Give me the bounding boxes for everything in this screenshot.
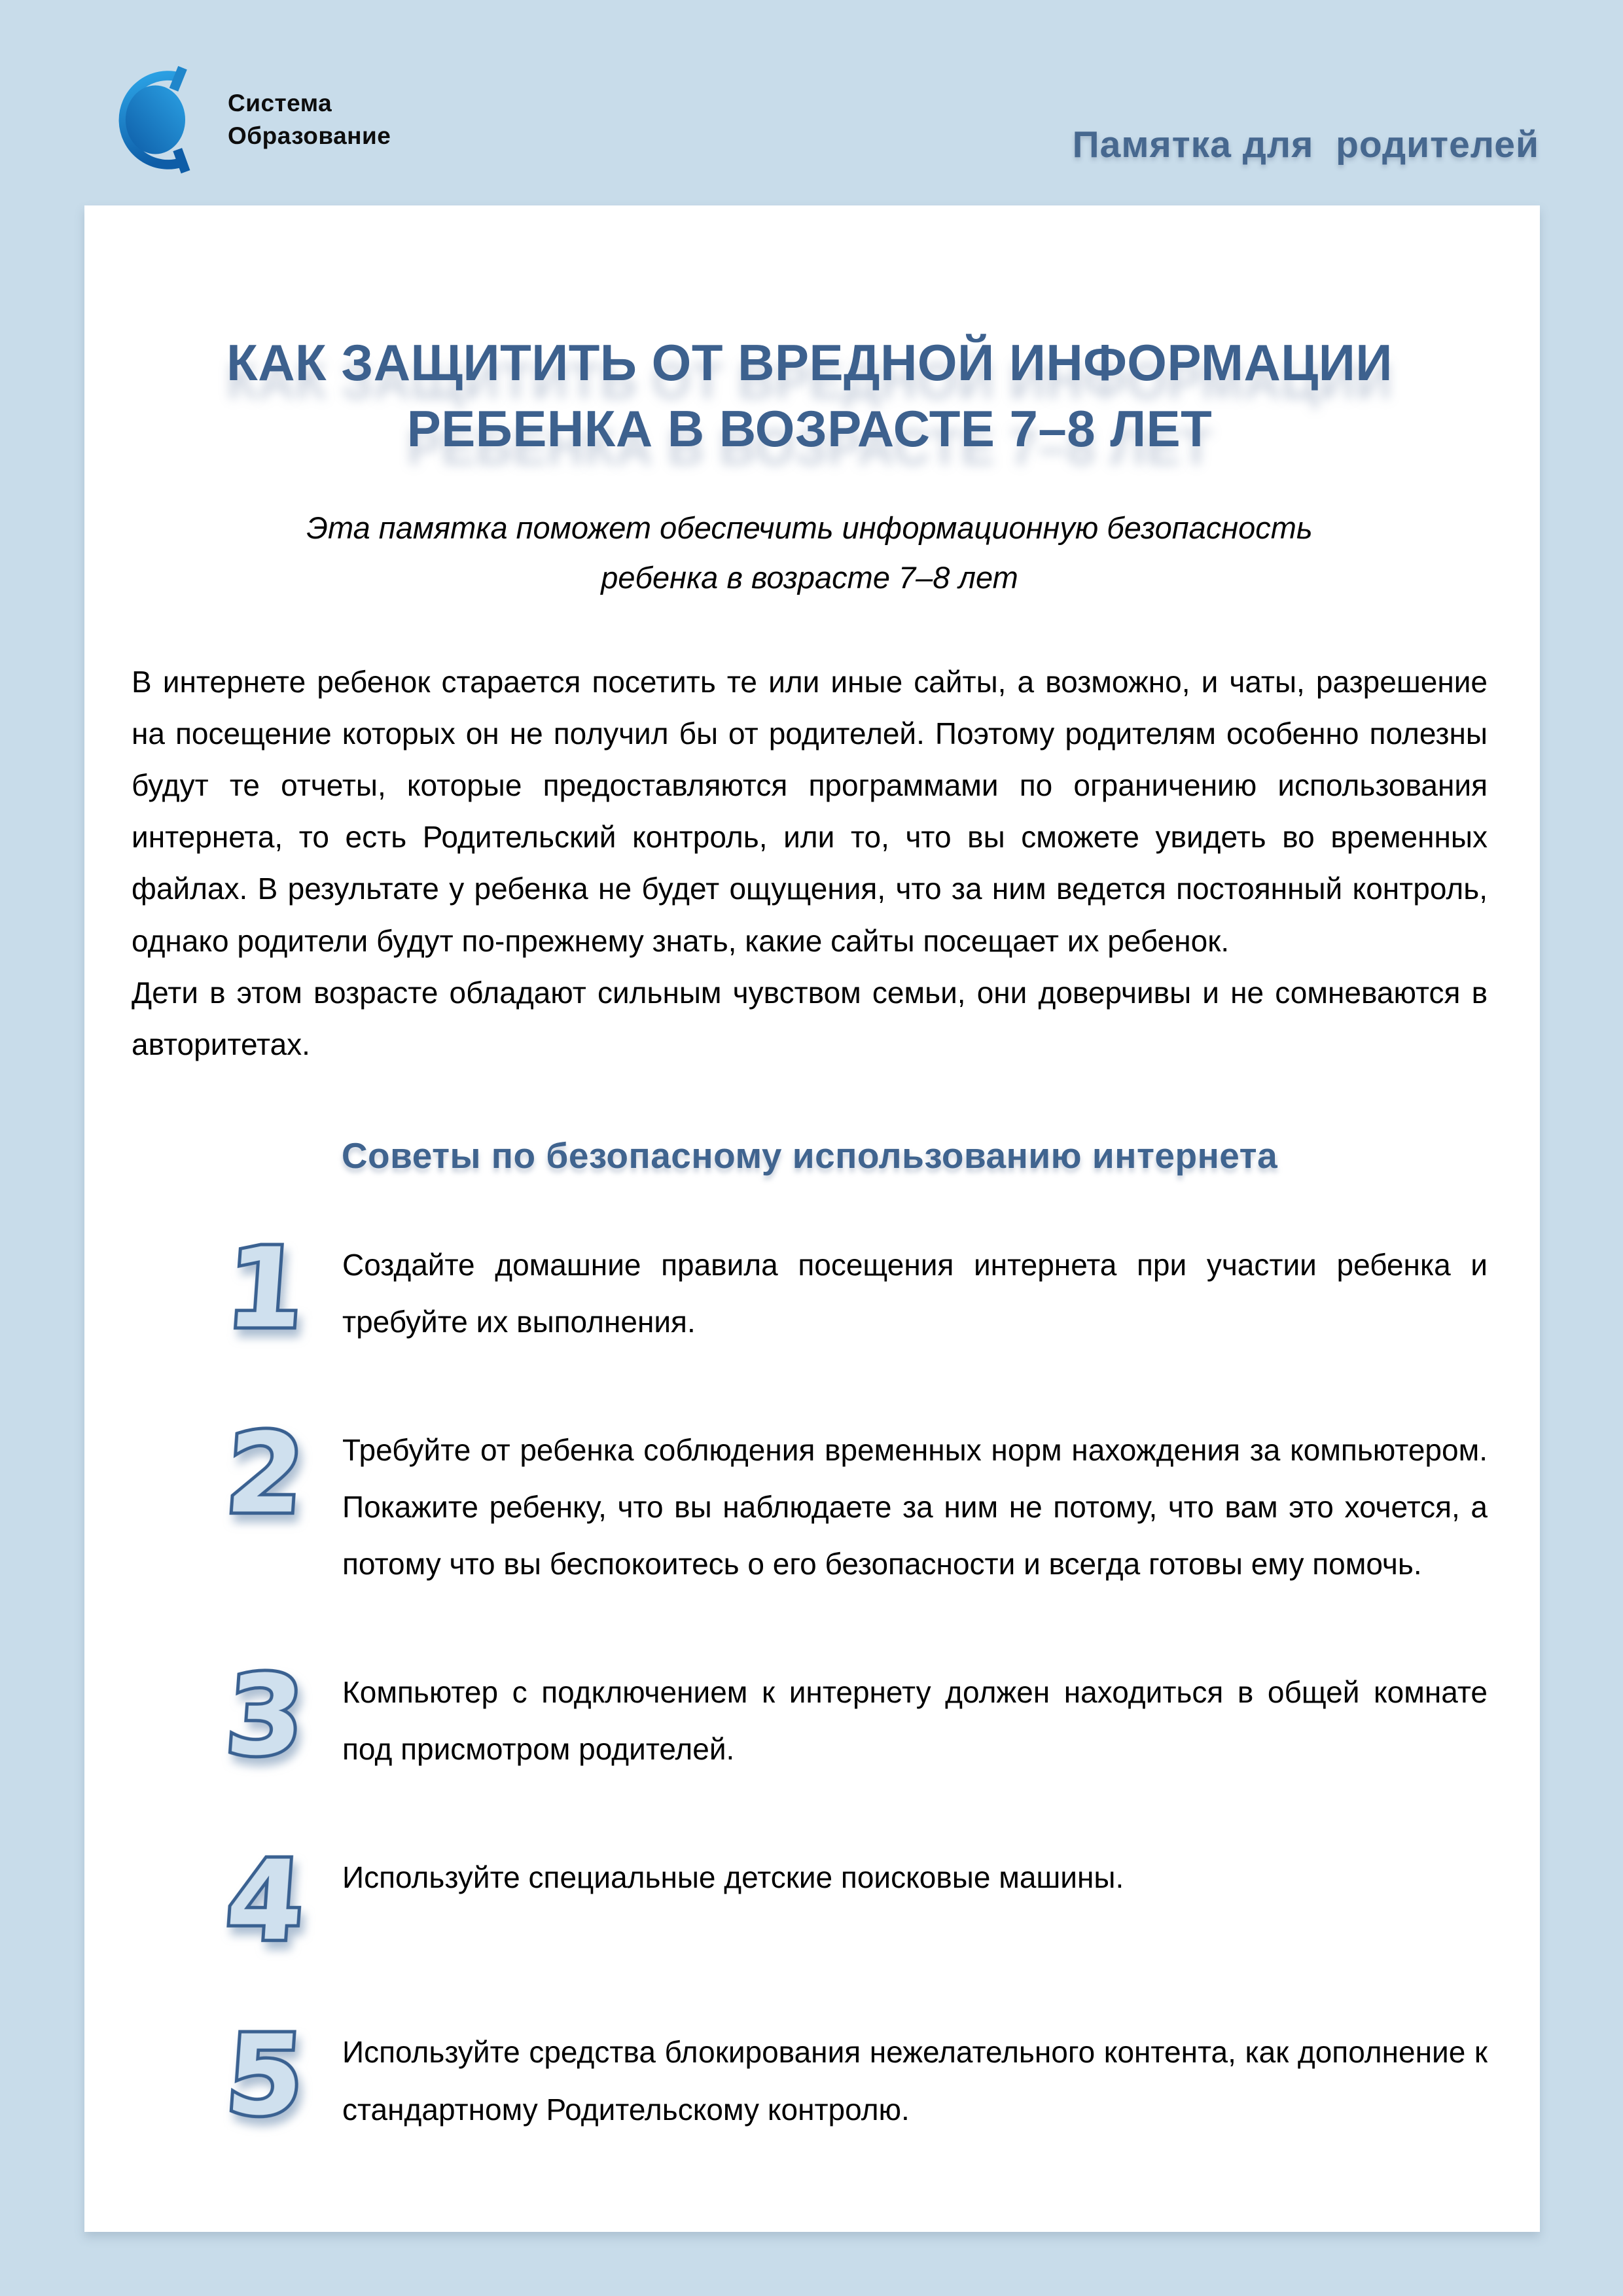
page-title [132,330,1488,463]
subtitle-line1: Эта памятка поможет обеспечить информационную безопасность [306,510,1313,545]
list-item [215,1651,1488,1780]
paragraph-1: В интернете ребенок старается посетить те или иные сайты, а возможно, и чаты, разрешение на посещение которых он не получил бы от родителей. Поэтому родителям особенно полезны будут те отчеты, которые предоставляются программами по ограничению использования интернета, то есть Родительский контроль, или то, что вы сможете увидеть во временных файлах. В результате у ребенка не будет ощущения, что за ним ведется постоянный контроль, однако родители будут по-прежнему знать, какие сайты посещает их ребенок. [132,665,1488,958]
tip-text-5: Используйте средства блокирования нежелательного контента, как дополнение к стандартному Родительскому контролю. [342,2035,1488,2127]
header-badge: Памятка для родителей [1072,124,1539,166]
list-item [215,2011,1488,2140]
subtitle-line2: ребенка в возрасте 7–8 лет [601,559,1018,595]
tips-list [132,1224,1488,2140]
section-heading: Советы по безопасному использованию интернета [341,1135,1278,1176]
page-title-line2: РЕБЕНКА В ВОЗРАСТЕ 7–8 ЛЕТ [406,400,1213,458]
memo-card [84,205,1540,2232]
list-item [215,1836,1488,1965]
page-title-line1: КАК ЗАЩИТИТЬ ОТ ВРЕДНОЙ ИНФОРМАЦИИ [226,334,1393,391]
tip-number-1: 1 [222,1224,308,1352]
logo-text [228,87,391,153]
logo [97,58,516,182]
logo-globe-icon [97,63,209,176]
tip-text-1: Создайте домашние правила посещения интернета при участии ребенка и требуйте их выполнения. [342,1247,1488,1339]
body-text [132,656,1488,1070]
tip-number-3: 3 [222,1651,308,1780]
tip-number-5: 5 [222,2011,308,2140]
list-item [215,1224,1488,1352]
subtitle [132,503,1488,603]
tip-number-4: 4 [222,1836,308,1965]
tip-number-2: 2 [222,1409,308,1538]
logo-line2: Образование [228,122,391,149]
paragraph-2: Дети в этом возрасте обладают сильным чувством семьи, они доверчивы и не сомневаются в авторитетах. [132,975,1488,1061]
tip-text-2: Требуйте от ребенка соблюдения временных норм нахождения за компьютером. Покажите ребенку, что вы наблюдаете за ним не потому, что вам это хочется, а потому что вы беспокоитесь о его безопасности и всегда готовы ему помочь. [342,1432,1488,1581]
tip-text-3: Компьютер с подключением к интернету должен находиться в общей комнате под присмотром родителей. [342,1674,1488,1767]
list-item [215,1409,1488,1593]
tip-text-4: Используйте специальные детские поисковые машины. [342,1860,1124,1894]
logo-line1: Система [228,89,332,116]
